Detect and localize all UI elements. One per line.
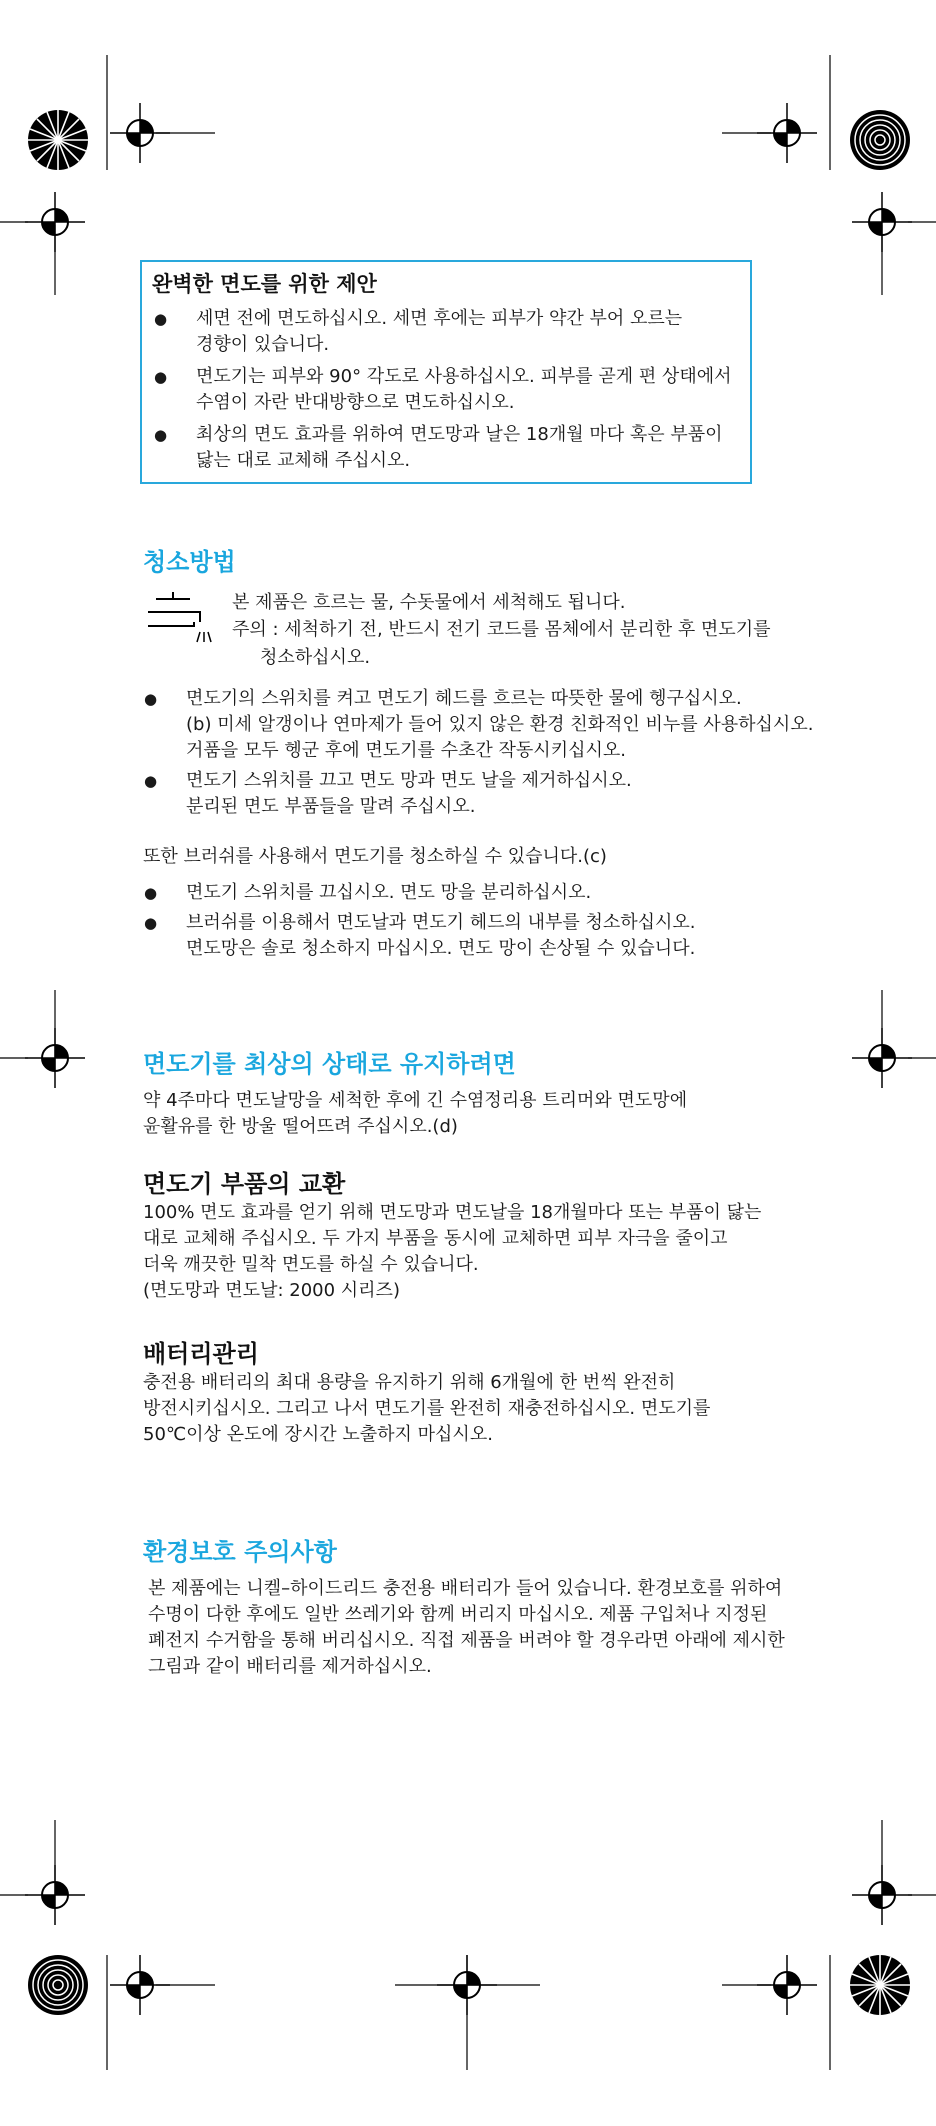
battery-line: 방전시키십시오. 그리고 나서 면도기를 완전히 재충전하십시오. 면도기를 <box>143 1398 711 1419</box>
list-item-text: 면도기 스위치를 끄고 면도 망과 면도 날을 제거하십시오. <box>186 770 632 791</box>
replacement-line: 100% 면도 효과를 얻기 위해 면도망과 면도날을 18개월마다 또는 부품이 닳는 <box>143 1202 762 1223</box>
maintenance-line: 약 4주마다 면도날망을 세척한 후에 긴 수염정리용 트리머와 면도망에 <box>143 1090 688 1111</box>
starburst-target-icon <box>28 110 88 170</box>
battery-text <box>143 1370 710 1448</box>
list-item-text: 분리된 면도 부품들을 말려 주십시오. <box>186 796 476 817</box>
list-item-text: 브러쉬를 이용해서 면도날과 면도기 헤드의 내부를 청소하십시오. <box>186 912 696 933</box>
list-item-text: (b) 미세 알갱이나 연마제가 들어 있지 않은 환경 친화적인 비누를 사용하십시오. <box>186 714 814 735</box>
starburst-target-icon <box>28 1955 88 2015</box>
battery-line: 50℃이상 온도에 장시간 노출하지 마십시오. <box>143 1424 493 1445</box>
replacement-line: 더욱 깨끗한 밀착 면도를 하실 수 있습니다. <box>143 1254 479 1275</box>
faucet-icon <box>148 592 211 642</box>
bullet-dot: ● <box>144 690 158 708</box>
cleaning-note: 주의 : 세척하기 전, 반드시 전기 코드를 몸체에서 분리한 후 면도기를 <box>232 619 771 640</box>
bullet-dot: ● <box>144 884 158 902</box>
list-item <box>154 364 732 416</box>
environment-line: 수명이 다한 후에도 일반 쓰레기와 함께 버리지 마십시오. 제품 구입처나 지정된 <box>148 1604 768 1625</box>
list-item <box>154 422 732 474</box>
list-item-text: 거품을 모두 헹군 후에 면도기를 수초간 작동시키십시오. <box>186 740 626 761</box>
tips-list <box>154 306 732 474</box>
replacement-text <box>143 1200 761 1304</box>
environment-line: 본 제품에는 니켈–하이드리드 충전용 배터리가 들어 있습니다. 환경보호를 위하여 <box>148 1578 783 1599</box>
replacement-line: 대로 교체해 주십시오. 두 가지 부품을 동시에 교체하면 피부 자극을 줄이고 <box>143 1228 728 1249</box>
registration-mark-icon <box>852 1865 912 1925</box>
cleaning-note-cont: 청소하십시오. <box>260 647 371 668</box>
list-item-text: 면도기는 피부와 90° 각도로 사용하십시오. 피부를 곧게 편 상태에서 <box>196 366 732 387</box>
replacement-title: 면도기 부품의 교환 <box>143 1170 346 1198</box>
environment-text <box>148 1576 785 1680</box>
maintenance-text <box>143 1088 687 1140</box>
bullet-dot: ● <box>154 310 168 328</box>
registration-mark-icon <box>852 1028 912 1088</box>
bullet-dot: ● <box>154 368 168 386</box>
brush-intro: 또한 브러쉬를 사용해서 면도기를 청소하실 수 있습니다.(c) <box>143 846 607 867</box>
registration-mark-icon <box>25 1028 85 1088</box>
list-item-text: 닳는 대로 교체해 주십시오. <box>196 450 411 471</box>
list-item-text: 면도기의 스위치를 켜고 면도기 헤드를 흐르는 따뜻한 물에 헹구십시오. <box>186 688 742 709</box>
list-item-text: 수염이 자란 반대방향으로 면도하십시오. <box>196 392 515 413</box>
replacement-line: (면도망과 면도날: 2000 시리즈) <box>143 1280 400 1301</box>
tips-title: 완벽한 면도를 위한 제안 <box>152 272 377 296</box>
battery-line: 충전용 배터리의 최대 용량을 유지하기 위해 6개월에 한 번씩 완전히 <box>143 1372 676 1393</box>
list-item <box>144 880 696 906</box>
list-item <box>154 306 732 358</box>
starburst-target-icon <box>850 1955 910 2015</box>
cleaning-title: 청소방법 <box>143 548 236 576</box>
list-item-text: 면도망은 솔로 청소하지 마십시오. 면도 망이 손상될 수 있습니다. <box>186 938 696 959</box>
concentric-target-icon <box>850 110 910 170</box>
registration-mark-icon <box>852 192 912 252</box>
environment-line: 그림과 같이 배터리를 제거하십시오. <box>148 1656 432 1677</box>
environment-title: 환경보호 주의사항 <box>143 1538 337 1566</box>
cleaning-list <box>144 686 814 820</box>
list-item <box>144 910 696 962</box>
list-item-text: 세면 전에 면도하십시오. 세면 후에는 피부가 약간 부어 오르는 <box>196 308 683 329</box>
list-item <box>144 686 814 764</box>
battery-title: 배터리관리 <box>143 1340 259 1368</box>
list-item <box>144 768 813 820</box>
list-item-text: 최상의 면도 효과를 위하여 면도망과 날은 18개월 마다 혹은 부품이 <box>196 424 723 445</box>
registration-mark-icon <box>25 1865 85 1925</box>
maintenance-line: 윤활유를 한 방울 떨어뜨려 주십시오.(d) <box>143 1116 458 1137</box>
bullet-dot: ● <box>144 772 158 790</box>
list-item-text: 면도기 스위치를 끄십시오. 면도 망을 분리하십시오. <box>186 882 592 903</box>
bullet-dot: ● <box>154 426 168 444</box>
registration-mark-icon <box>437 1955 497 2015</box>
cleaning-intro: 본 제품은 흐르는 물, 수돗물에서 세척해도 됩니다. <box>232 592 626 613</box>
registration-mark-icon <box>25 192 85 252</box>
maintenance-title: 면도기를 최상의 상태로 유지하려면 <box>143 1050 516 1078</box>
list-item-text: 경향이 있습니다. <box>196 334 330 355</box>
environment-line: 폐전지 수거함을 통해 버리십시오. 직접 제품을 버려야 할 경우라면 아래에 제시한 <box>148 1630 785 1651</box>
bullet-dot: ● <box>144 914 158 932</box>
brush-list <box>144 880 696 962</box>
